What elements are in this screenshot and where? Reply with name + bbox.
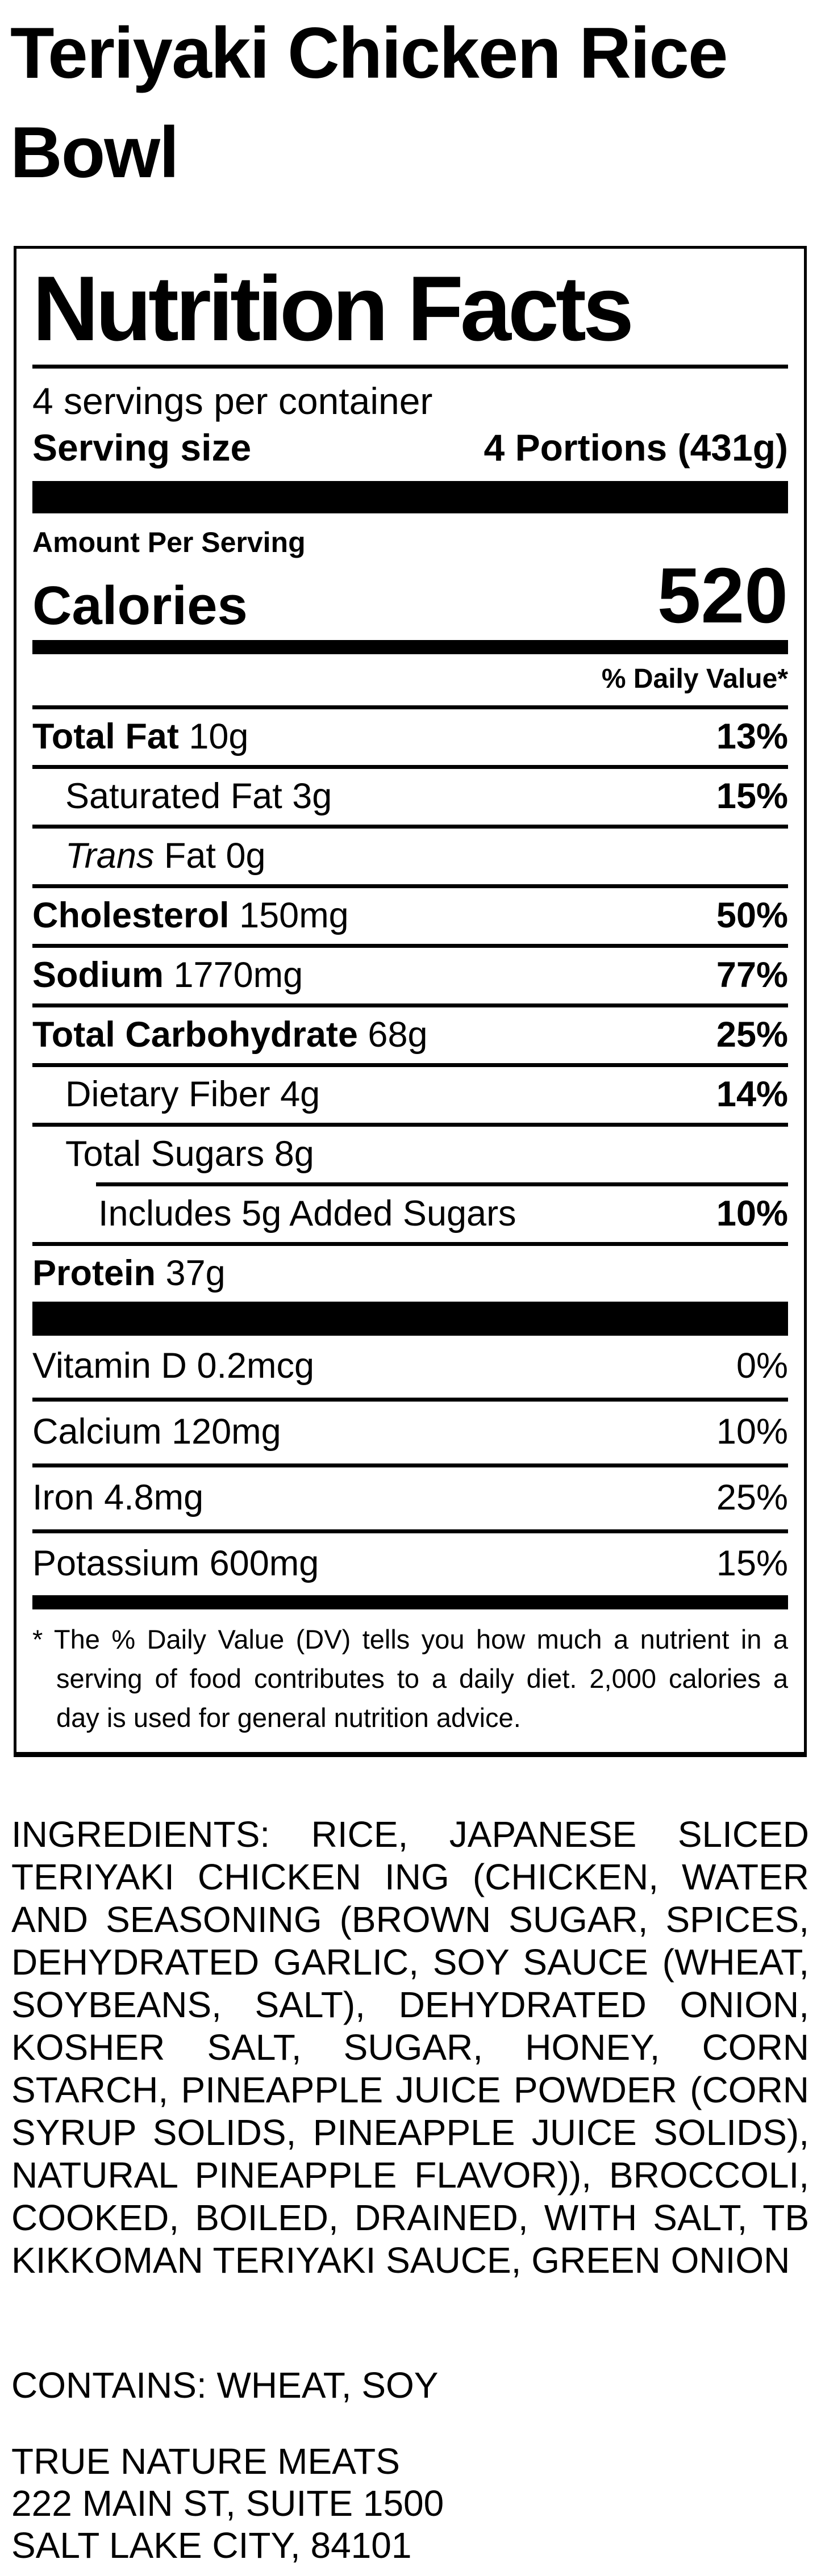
nutrient-dv: 14% (716, 1074, 788, 1114)
nutrient-name: Total Sugars (65, 1134, 265, 1174)
nutrient-row-sodium (32, 944, 788, 1003)
manufacturer-name: TRUE NATURE MEATS (11, 2441, 400, 2482)
manufacturer-address-line1: 222 MAIN ST, SUITE 1500 (11, 2483, 444, 2524)
nutrient-name: Cholesterol (32, 895, 230, 935)
calories-label: Calories (32, 575, 248, 636)
nutrient-name: Saturated Fat (65, 776, 282, 816)
nutrient-amount: 8g (274, 1134, 314, 1174)
nutrient-row-protein (32, 1242, 788, 1302)
nutrient-dv: 25% (716, 1014, 788, 1055)
nutrient-amount: 1770mg (173, 955, 303, 995)
nutrient-dv: 10% (716, 1193, 788, 1233)
vitamin-dv: 15% (716, 1543, 788, 1583)
nutrient-dv: 15% (716, 776, 788, 816)
nutrient-name: Total Fat (32, 716, 179, 756)
nutrient-amount: 3g (292, 776, 332, 816)
nutrient-amount: 0g (226, 835, 266, 876)
nutrient-amount: 150mg (239, 895, 349, 935)
thick-divider-top (32, 481, 788, 513)
medium-divider-footnote (32, 1595, 788, 1609)
nutrient-amount: 4g (280, 1074, 320, 1114)
medium-divider-calories (32, 640, 788, 654)
vitamin-row-calcium (32, 1398, 788, 1463)
vitamin-amount: 4.8mg (104, 1477, 204, 1517)
vitamin-amount: 120mg (172, 1411, 281, 1452)
serving-size-row (32, 424, 788, 481)
serving-size-value: 4 Portions (431g) (484, 426, 788, 469)
vitamin-amount: 600mg (209, 1543, 319, 1583)
nutrient-dv: 13% (716, 716, 788, 756)
vitamin-name: Potassium (32, 1543, 200, 1583)
vitamin-name: Calcium (32, 1411, 162, 1452)
ingredients-paragraph: INGREDIENTS: RICE, JAPANESE SLICED TERIYAKI CHICKEN ING (CHICKEN, WATER AND SEASONING (BROWN SUGAR, SPICES, DEHYDRATED GARLIC, SOY SAUCE (WHEAT, SOYBEANS, SALT), DEHYDRATED ONION, KOSHER SALT, SUGAR, HONEY, CORN STARCH, PINEAPPLE JUICE POWDER (CORN SYRUP SOLIDS, PINEAPPLE JUICE SOLIDS), NATURAL PINEAPPLE FLAVOR)), BROCCOLI, COOKED, BOILED, DRAINED, WITH SALT, TB KIKKOMAN TERIYAKI SAUCE, GREEN ONION (11, 1814, 809, 2281)
nutrient-row-total-sugars (32, 1123, 788, 1182)
nutrient-row-saturated-fat (32, 765, 788, 825)
manufacturer-address-line2: SALT LAKE CITY, 84101 (11, 2525, 412, 2566)
vitamin-dv: 25% (716, 1477, 788, 1517)
nutrient-amount: 10g (189, 716, 249, 756)
nutrient-name: Total Carbohydrate (32, 1014, 358, 1055)
nutrient-amount: 68g (368, 1014, 428, 1055)
serving-size-label: Serving size (32, 426, 252, 469)
calories-row (32, 551, 788, 640)
vitamin-dv: 10% (716, 1411, 788, 1452)
title-divider (32, 365, 788, 369)
thick-divider-protein (32, 1302, 788, 1336)
vitamin-name: Iron (32, 1477, 94, 1517)
vitamin-row-iron (32, 1463, 788, 1529)
manufacturer-block (11, 2440, 809, 2566)
amount-per-serving-label: Amount Per Serving (32, 526, 306, 558)
nutrient-row-added-sugars (32, 1186, 788, 1242)
nutrient-name: Protein (32, 1253, 156, 1293)
product-title: Teriyaki Chicken Rice Bowl (10, 12, 727, 193)
daily-value-header: % Daily Value* (601, 663, 788, 694)
nutrient-name-italic: Trans (65, 835, 155, 876)
vitamin-amount: 0.2mcg (197, 1345, 315, 1386)
nutrient-name: Sodium (32, 955, 164, 995)
calories-value: 520 (657, 551, 788, 639)
nutrient-dv: 50% (716, 895, 788, 935)
nutrient-amount: 37g (165, 1253, 226, 1293)
contains-statement: CONTAINS: WHEAT, SOY (11, 2365, 439, 2406)
indented-divider (96, 1182, 788, 1186)
vitamin-row-vitamin-d (32, 1336, 788, 1398)
nutrient-row-total-fat (32, 705, 788, 765)
nutrient-row-dietary-fiber (32, 1063, 788, 1123)
nutrient-dv: 77% (716, 955, 788, 995)
nutrient-name: Fat (164, 835, 216, 876)
vitamin-name: Vitamin D (32, 1345, 187, 1386)
vitamin-dv: 0% (736, 1345, 788, 1386)
nutrient-name: Dietary Fiber (65, 1074, 270, 1114)
nutrient-row-cholesterol (32, 884, 788, 944)
servings-per-container: 4 servings per container (32, 379, 433, 422)
nutrient-row-total-carbohydrate (32, 1003, 788, 1063)
nutrition-facts-title: Nutrition Facts (32, 257, 631, 360)
nutrient-name: Includes 5g Added Sugars (98, 1193, 516, 1233)
vitamin-row-potassium (32, 1529, 788, 1595)
nutrition-facts-panel (14, 246, 807, 1757)
nutrient-row-trans-fat (32, 825, 788, 884)
daily-value-footnote: * The % Daily Value (DV) tells you how much a nutrient in a serving of food contributes to a daily diet. 2,000 calories a day is used for general nutrition advice. (32, 1624, 788, 1733)
